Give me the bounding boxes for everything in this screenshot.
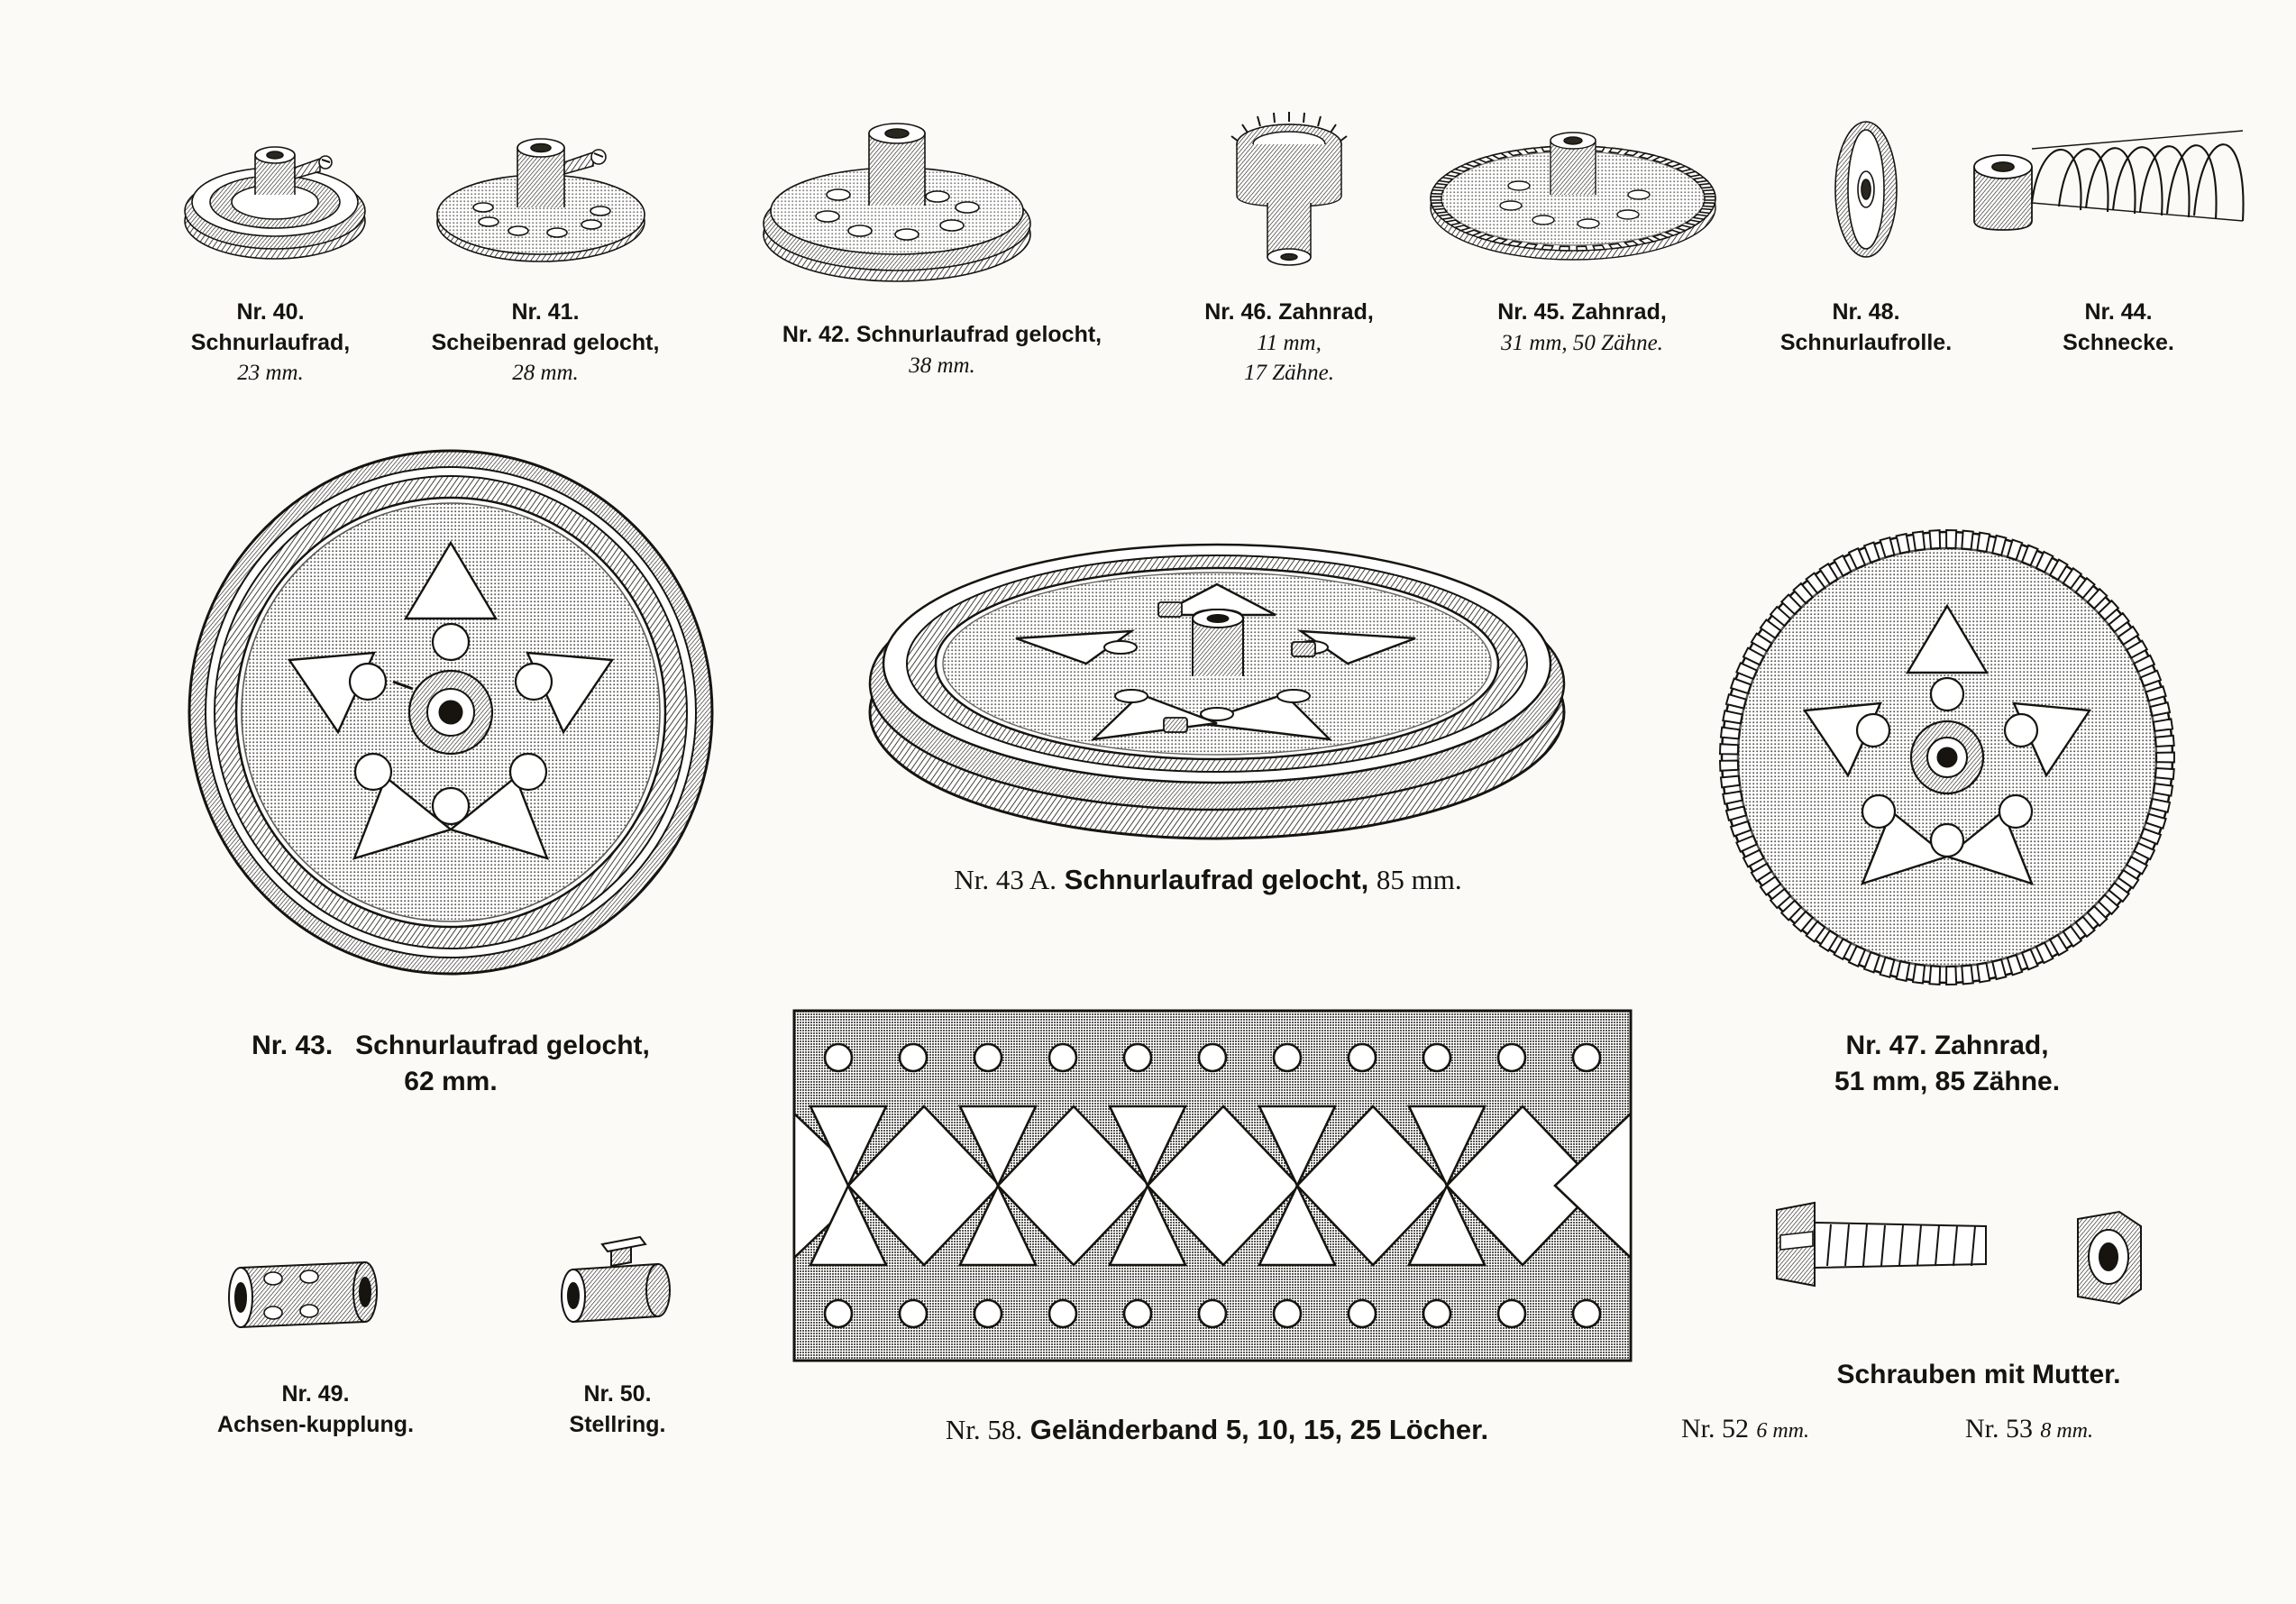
label-spec: 38 mm.	[909, 353, 975, 378]
label-number: Nr. 52	[1681, 1414, 1749, 1444]
spur-gear-medium-icon	[1424, 108, 1731, 280]
label-name: Stellring.	[569, 1411, 666, 1437]
caption-nr50	[482, 1379, 753, 1440]
figure-nr41	[424, 106, 667, 282]
label-name: Scheibenrad gelocht,	[431, 329, 660, 355]
figure-nr43	[180, 442, 721, 983]
hex-nut-icon	[2051, 1199, 2177, 1325]
caption-nr41	[397, 298, 694, 389]
caption-nr52	[1681, 1411, 1988, 1447]
screw-with-nut-6mm-icon	[1762, 1190, 2015, 1325]
set-collar-icon	[541, 1217, 712, 1352]
label-number: Nr. 49.	[281, 1381, 350, 1407]
caption-nr53	[1965, 1411, 2272, 1447]
axle-coupling-icon	[221, 1235, 419, 1352]
label-spec: 62 mm.	[404, 1067, 498, 1097]
caption-nr58	[811, 1411, 1623, 1449]
caption-nr48	[1731, 298, 2001, 358]
figure-nr50	[541, 1217, 712, 1352]
grooved-pulley-small-icon	[167, 108, 401, 280]
figure-nr49	[221, 1235, 419, 1352]
cord-roller-icon	[1794, 113, 1938, 275]
caption-nr49	[162, 1379, 469, 1440]
caption-screws-title	[1744, 1357, 2213, 1393]
figure-nr44	[1965, 95, 2263, 266]
label-spec: 8 mm.	[2040, 1419, 2094, 1443]
screws-title: Schrauben mit Mutter.	[1836, 1360, 2121, 1389]
label-number: Nr. 44.	[2084, 299, 2153, 325]
figure-nr43a	[861, 487, 1582, 848]
caption-nr45	[1433, 298, 1731, 358]
label-spec: 85 mm.	[1376, 864, 1462, 895]
figure-nut	[2051, 1199, 2177, 1325]
figure-nr45	[1424, 108, 1731, 280]
worm-screw-icon	[1965, 95, 2263, 266]
label-number: Nr. 47.	[1845, 1031, 1927, 1060]
label-name: Schnecke.	[2063, 329, 2174, 355]
label-number: Nr. 45.	[1497, 299, 1566, 325]
figure-nr58	[789, 1005, 1636, 1366]
label-spec: 28 mm.	[512, 361, 579, 385]
figure-nr48	[1794, 113, 1938, 275]
figure-nr40	[167, 108, 401, 280]
lattice-railing-strip-icon	[789, 1005, 1636, 1366]
label-number: Nr. 43.	[252, 1031, 334, 1060]
label-name: Achsen-kupplung.	[216, 1411, 415, 1437]
caption-nr43a	[838, 861, 1578, 899]
label-number: Nr. 50.	[583, 1381, 652, 1407]
label-number: Nr. 42.	[782, 322, 850, 347]
caption-nr47	[1713, 1028, 2182, 1100]
label-number: Nr. 41.	[511, 299, 580, 325]
label-spec: 23 mm.	[237, 361, 304, 385]
label-name: Schnurlaufrad gelocht,	[355, 1031, 650, 1060]
label-name: Geländerband 5, 10, 15, 25 Löcher.	[1029, 1414, 1489, 1445]
large-spoked-pulley-85-perspective-icon	[861, 487, 1582, 848]
label-name: Schnurlaufrad,	[190, 329, 351, 355]
caption-nr46	[1172, 298, 1406, 389]
figure-screw-52	[1762, 1190, 2015, 1325]
label-name: Schnurlaufrolle.	[1779, 329, 1953, 355]
pinion-gear-icon	[1208, 113, 1370, 284]
label-number: Nr. 43 A.	[954, 864, 1057, 895]
label-spec: 51 mm, 85 Zähne.	[1834, 1067, 2061, 1097]
perforated-disc-wheel-icon	[424, 106, 667, 282]
caption-nr42	[730, 320, 1154, 380]
label-name: Zahnrad,	[1571, 299, 1667, 325]
label-name: Zahnrad,	[1278, 299, 1374, 325]
label-spec: 6 mm.	[1756, 1419, 1810, 1443]
caption-nr44	[2001, 298, 2236, 358]
label-number: Nr. 40.	[236, 299, 305, 325]
label-number: Nr. 58.	[945, 1414, 1023, 1445]
label-name: Schnurlaufrad gelocht,	[855, 322, 1102, 347]
large-spoked-pulley-62-icon	[180, 442, 721, 983]
caption-nr40	[135, 298, 406, 389]
figure-nr42	[748, 99, 1055, 289]
figure-nr46	[1208, 113, 1370, 284]
label-name: Zahnrad,	[1934, 1031, 2049, 1060]
label-spec: 31 mm, 50 Zähne.	[1501, 330, 1663, 355]
caption-nr43	[135, 1028, 766, 1100]
perforated-grooved-pulley-icon	[748, 99, 1055, 289]
label-number: Nr. 48.	[1832, 299, 1900, 325]
label-number: Nr. 46.	[1204, 299, 1273, 325]
label-number: Nr. 53	[1965, 1414, 2033, 1444]
figure-nr47	[1713, 523, 2182, 992]
label-spec: 11 mm,	[1257, 330, 1322, 355]
large-spur-gear-85-teeth-icon	[1713, 523, 2182, 992]
label-name: Schnurlaufrad gelocht,	[1064, 864, 1369, 895]
label-spec2: 17 Zähne.	[1244, 361, 1334, 385]
